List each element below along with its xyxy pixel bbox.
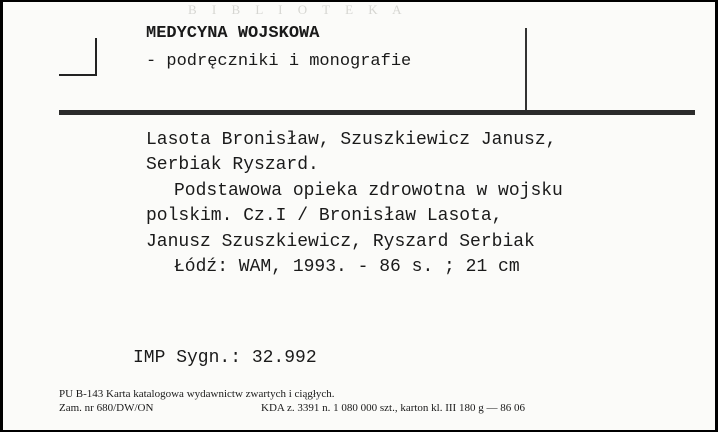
entry-imprint: Łódź: WAM, 1993. - 86 s. ; 21 cm — [174, 257, 520, 277]
entry-title-line-2: polskim. Cz.I / Bronisław Lasota, — [146, 206, 503, 226]
card-rule — [59, 110, 695, 115]
entry-authors-line-1: Lasota Bronisław, Szuszkiewicz Janusz, — [146, 130, 557, 150]
entry-title-line-1: Podstawowa opieka zdrowotna w wojsku — [174, 181, 563, 201]
catalog-card — [3, 2, 715, 430]
faint-stamp: B I B L I O T E K A — [188, 2, 408, 17]
footer-order-number: Zam. nr 680/DW/ON — [59, 402, 154, 414]
corner-mark-horizontal — [59, 74, 97, 76]
footer-print-info: KDA z. 3391 n. 1 080 000 szt., karton kl. III 180 g — 86 06 — [261, 402, 525, 414]
call-number: IMP Sygn.: 32.992 — [133, 348, 317, 368]
subject-subheading: - podręczniki i monografie — [146, 52, 412, 71]
corner-mark-vertical — [95, 38, 97, 76]
entry-responsibility: Janusz Szuszkiewicz, Ryszard Serbiak — [146, 232, 535, 252]
heading-divider — [525, 28, 527, 110]
subject-heading: MEDYCYNA WOJSKOWA — [146, 24, 320, 43]
footer-form-line: PU B-143 Karta katalogowa wydawnictw zwartych i ciągłych. — [59, 388, 335, 400]
entry-authors-line-2: Serbiak Ryszard. — [146, 155, 319, 175]
